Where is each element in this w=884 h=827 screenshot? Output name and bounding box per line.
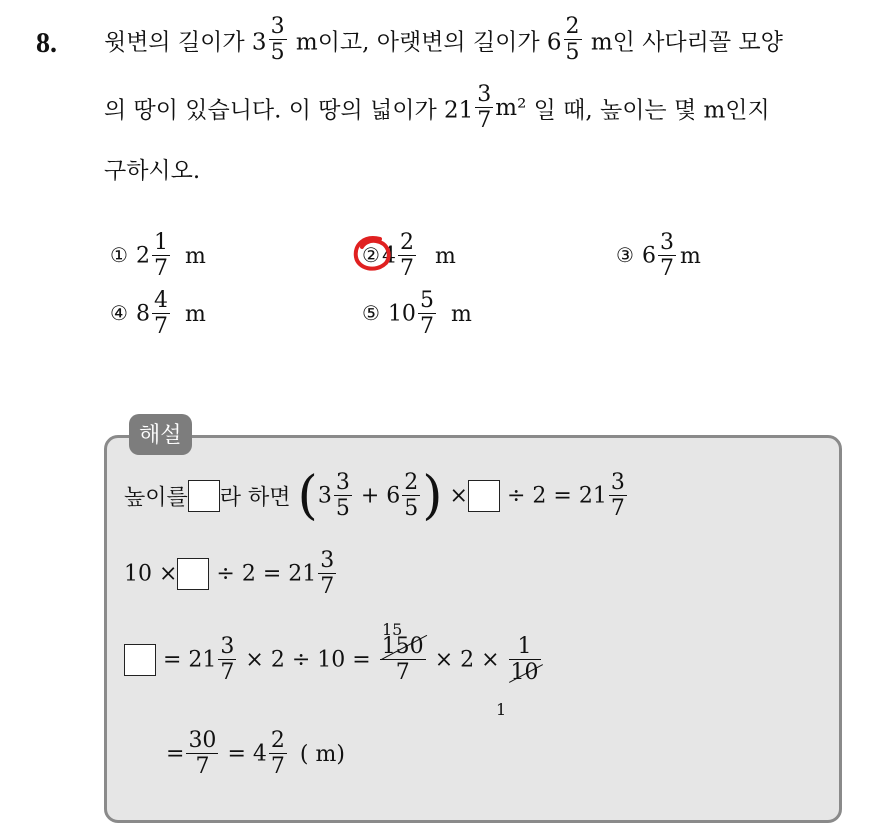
answer-unit: ( m) — [299, 741, 345, 767]
choice-mark: ④ — [110, 301, 128, 325]
mixed-whole: 6 — [386, 483, 401, 509]
fraction — [186, 730, 218, 778]
choice-3[interactable] — [616, 232, 701, 280]
numerator: 2 — [399, 230, 414, 255]
paren-open: ( — [297, 466, 318, 526]
q1-text-a: 윗변의 길이가 3 — [104, 29, 267, 56]
sol-text: ÷ 2 = 21 — [506, 483, 607, 509]
solution-line-2 — [124, 550, 338, 598]
sol-text: × 2 ÷ 10 = — [245, 647, 371, 673]
paren-close: ) — [422, 466, 443, 526]
sol-text: 높이를 — [124, 485, 188, 511]
area-unit: m² — [495, 95, 527, 121]
sol-text: × 2 × — [434, 647, 500, 673]
numerator: 2 — [270, 728, 285, 753]
denominator: 7 — [186, 753, 218, 778]
fraction — [269, 730, 287, 778]
fraction — [402, 472, 420, 520]
q1-text-c: m인 사다리꼴 모양 — [590, 29, 783, 56]
numerator: 3 — [610, 470, 625, 495]
q2-text-b: 일 때, 높이는 몇 m인지 — [533, 97, 770, 124]
numerator: 1 — [517, 634, 532, 659]
mixed-whole: 3 — [317, 483, 332, 509]
choice-whole: 8 — [135, 301, 150, 327]
fraction — [318, 550, 336, 598]
sol-text: = — [166, 741, 185, 767]
question-number: 8. — [36, 28, 57, 59]
choice-mark: ⑤ — [362, 301, 380, 325]
q2-text-a: 의 땅이 있습니다. 이 땅의 넓이가 21 — [104, 97, 474, 124]
choice-mark: ① — [110, 243, 128, 267]
choice-unit: m — [450, 301, 472, 327]
fraction — [509, 636, 541, 684]
fraction — [380, 636, 426, 684]
numerator: 3 — [335, 470, 350, 495]
fraction — [334, 472, 352, 520]
fraction — [418, 290, 436, 338]
numerator: 3 — [220, 634, 235, 659]
fraction — [152, 290, 170, 338]
choice-unit: m — [434, 243, 456, 269]
numerator: 1 — [153, 230, 168, 255]
fraction — [269, 16, 287, 64]
fraction — [658, 232, 676, 280]
solution-line-1 — [124, 466, 629, 526]
sol-text: 10 × — [124, 561, 178, 587]
numerator: 5 — [419, 288, 434, 313]
denominator: 7 — [610, 496, 625, 521]
denominator: 5 — [270, 40, 285, 65]
denominator: 7 — [153, 256, 168, 281]
fraction — [564, 16, 582, 64]
q1-text-b: m이고, 아랫변의 길이가 6 — [295, 29, 562, 56]
denominator: 5 — [565, 40, 580, 65]
unknown-box — [124, 644, 156, 676]
numerator: 3 — [477, 82, 492, 107]
choice-mark: ② — [362, 243, 380, 267]
denominator: 7 — [153, 314, 168, 339]
denominator: 7 — [399, 256, 414, 281]
choice-whole: 6 — [641, 243, 656, 269]
numerator: 3 — [270, 14, 285, 39]
denominator: 7 — [659, 256, 674, 281]
unknown-box — [188, 480, 220, 512]
solution-line-4 — [166, 730, 345, 778]
choice-4[interactable] — [110, 290, 206, 338]
choice-unit: m — [679, 243, 701, 269]
sol-text: ÷ 2 = 21 — [216, 561, 317, 587]
choice-unit: m — [184, 301, 206, 327]
numerator: 30 — [188, 728, 217, 753]
reduced-denominator: 1 — [496, 700, 507, 719]
fraction — [218, 636, 236, 684]
choice-whole: 10 — [387, 301, 416, 327]
plus-sign: + — [360, 483, 380, 509]
numerator: 3 — [320, 548, 335, 573]
unknown-box — [468, 480, 500, 512]
numerator: 3 — [659, 230, 674, 255]
question-line-1 — [104, 16, 783, 64]
cancelled-numerator: 150 — [381, 634, 424, 659]
question-line-2 — [104, 84, 770, 132]
denominator: 7 — [419, 314, 434, 339]
reduced-numerator: 15 — [382, 620, 403, 639]
fraction — [609, 472, 627, 520]
choice-unit: m — [184, 243, 206, 269]
denominator: 7 — [477, 108, 492, 133]
choice-1[interactable] — [110, 232, 206, 280]
unknown-box — [177, 558, 209, 590]
numerator: 2 — [565, 14, 580, 39]
numerator: 2 — [404, 470, 419, 495]
denominator: 7 — [380, 659, 426, 684]
sol-text: = 4 — [227, 741, 267, 767]
fraction — [152, 232, 170, 280]
choice-mark: ③ — [616, 243, 634, 267]
solution-line-3 — [124, 636, 543, 684]
denominator: 5 — [335, 496, 350, 521]
choice-whole: 4 — [381, 243, 396, 269]
question-line-3: 구하시오. — [104, 158, 201, 184]
denominator: 7 — [220, 660, 235, 685]
fraction — [475, 84, 493, 132]
solution-tag: 해설 — [129, 414, 192, 455]
times-sign: × — [449, 483, 468, 509]
cancelled-denominator: 10 — [510, 660, 539, 685]
numerator: 4 — [153, 288, 168, 313]
choice-5[interactable] — [362, 290, 472, 338]
fraction — [398, 232, 416, 280]
answer-circle-mark — [350, 233, 396, 275]
denominator: 7 — [320, 574, 335, 599]
choice-whole: 2 — [135, 243, 150, 269]
sol-text: 라 하면 — [219, 485, 291, 511]
denominator: 7 — [270, 754, 285, 779]
sol-text: = 21 — [163, 647, 217, 673]
denominator: 5 — [404, 496, 419, 521]
